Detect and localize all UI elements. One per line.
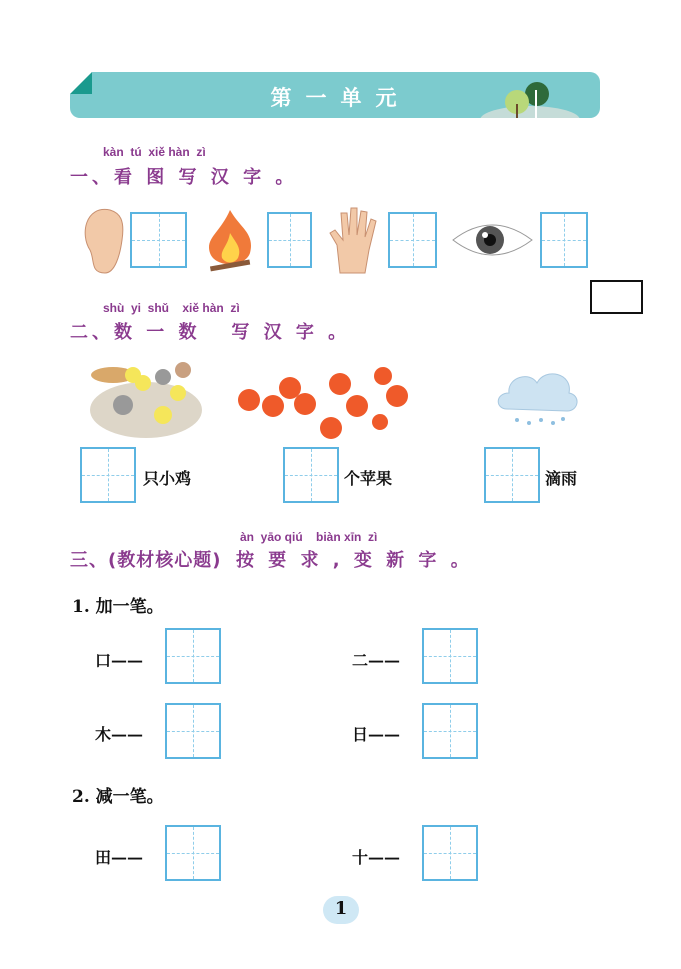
add-stroke-item: 二—— (352, 651, 401, 670)
writing-box[interactable] (165, 703, 221, 759)
writing-box[interactable] (267, 212, 312, 268)
unit-title: 第一单元 (270, 86, 411, 110)
ear-image (80, 205, 126, 275)
writing-box[interactable] (130, 212, 187, 268)
remove-stroke-item: 十—— (352, 848, 401, 867)
section2-heading: 二、数 一 数 写 汉 字 。 (70, 322, 351, 343)
section1-heading: 一、看 图 写 汉 字 。 (70, 167, 298, 188)
writing-box[interactable] (422, 628, 478, 684)
page-number: 1 (334, 898, 348, 919)
score-box (590, 280, 643, 314)
writing-box[interactable] (165, 628, 221, 684)
writing-box[interactable] (80, 447, 136, 503)
writing-box[interactable] (484, 447, 540, 503)
add-stroke-item: 木—— (95, 725, 144, 744)
section1-pinyin: kàn tú xiě hàn zì (103, 145, 206, 159)
writing-box[interactable] (422, 825, 478, 881)
apples-image (235, 360, 413, 442)
hand-image (325, 205, 380, 275)
writing-box[interactable] (422, 703, 478, 759)
apples-label: 个苹果 (344, 469, 393, 488)
writing-box[interactable] (283, 447, 339, 503)
section2-pinyin: shù yi shǔ xiě hàn zì (103, 301, 240, 315)
section3-heading: 按 要 求 , 变 新 字 。 (236, 550, 473, 571)
add-stroke-item: 口—— (95, 651, 144, 670)
fire-image (200, 208, 260, 273)
add-stroke-item: 日—— (352, 725, 401, 744)
eye-image (450, 215, 535, 265)
writing-box[interactable] (540, 212, 588, 268)
section3-heading-prefix: 三、(教材核心题) (70, 550, 222, 571)
section3-pinyin: àn yāo qiú biàn xīn zì (240, 530, 378, 544)
writing-box[interactable] (388, 212, 437, 268)
rain-cloud-image (495, 365, 580, 430)
part1-title: 1. 加一笔。 (72, 597, 164, 617)
remove-stroke-item: 田—— (95, 848, 144, 867)
part2-title: 2. 减一笔。 (72, 787, 164, 807)
chicks-label: 只小鸡 (143, 469, 192, 488)
rain-label: 滴雨 (545, 469, 578, 488)
writing-box[interactable] (165, 825, 221, 881)
chicks-image (88, 355, 205, 440)
